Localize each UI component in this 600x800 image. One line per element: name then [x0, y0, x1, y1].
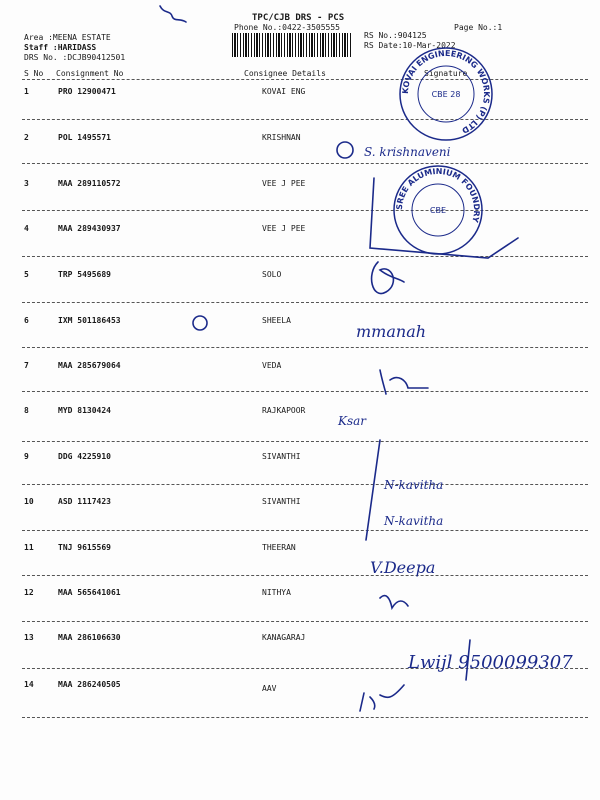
- rs-date: RS Date:10-Mar-2022: [364, 41, 456, 50]
- row-consignment: MYD 8130424: [58, 406, 111, 415]
- row-consignment: POL 1495571: [58, 133, 111, 142]
- col-consignee: Consignee Details: [244, 69, 326, 78]
- col-sno: S No: [24, 69, 44, 78]
- row-consignee: KANAGARAJ: [262, 633, 306, 642]
- signature-stroke-row9: [366, 440, 380, 540]
- area-label: Area :MEENA ESTATE: [24, 33, 111, 42]
- row-consignee: NITHYA: [262, 588, 291, 597]
- row-sno: 8: [24, 406, 29, 415]
- row-sno: 10: [24, 497, 34, 506]
- row-consignee: SIVANTHI: [262, 452, 301, 461]
- scribble-mark: [160, 6, 186, 22]
- row-sno: 13: [24, 633, 34, 642]
- row-consignment: DDG 4225910: [58, 452, 111, 461]
- row-consignee: RAJKAPOOR: [262, 406, 306, 415]
- row-sno: 11: [24, 543, 34, 552]
- staff-label: Staff :HARIDASS: [24, 43, 97, 52]
- signature-stroke-row3: [370, 178, 518, 258]
- aluminium-stamp-inner: CBE: [429, 206, 447, 215]
- row-consignee: VEE J PEE: [262, 224, 306, 233]
- row-sno: 7: [24, 361, 29, 370]
- row-consignment: MAA 286106630: [58, 633, 121, 642]
- row-consignment: TNJ 9615569: [58, 543, 111, 552]
- row-consignment: MAA 289430937: [58, 224, 121, 233]
- row-sno: 12: [24, 588, 34, 597]
- aluminium-stamp-text: SREE ALUMINIUM FOUNDRY: [394, 166, 482, 224]
- signature-stroke-row5: [372, 262, 404, 294]
- circle-mark: [193, 316, 207, 330]
- signature-row11: V.Deepa: [370, 558, 436, 577]
- signature-row9: N-kavitha: [384, 478, 444, 492]
- col-consignment: Consignment No: [56, 69, 124, 78]
- report-title: TPC/CJB DRS - PCS: [252, 13, 345, 23]
- row-consignment: MAA 289110572: [58, 179, 121, 188]
- row-sno: 3: [24, 179, 29, 188]
- signature-row10: N-kavitha: [384, 514, 444, 528]
- signature-row13: Lwijl 9500099307: [408, 652, 573, 673]
- kovai-stamp-text: KOVAI ENGINEERING WORKS (P) LTD: [400, 48, 492, 136]
- signature-row2: S. krishnaveni: [364, 145, 451, 159]
- row-sno: 6: [24, 316, 29, 325]
- row-consignee: KOVAI ENG: [262, 87, 306, 96]
- row-consignee: SOLO: [262, 270, 282, 279]
- row-consignment: PRO 12900471: [58, 87, 116, 96]
- row-consignee: VEDA: [262, 361, 282, 370]
- row-sno: 4: [24, 224, 29, 233]
- rs-number: RS No.:904125: [364, 31, 427, 40]
- signature-row6: mmanah: [356, 322, 427, 341]
- row-sno: 14: [24, 680, 34, 689]
- row-consignee: AAV: [262, 684, 277, 693]
- row-consignee: VEE J PEE: [262, 179, 306, 188]
- signature-stroke-row14: [360, 685, 404, 711]
- row-consignee: KRISHNAN: [262, 133, 301, 142]
- row-consignment: MAA 565641061: [58, 588, 121, 597]
- row-consignee: SHEELA: [262, 316, 291, 325]
- signature-row8: Ksar: [338, 414, 367, 428]
- row-consignment: TRP 5495689: [58, 270, 111, 279]
- page-number: Page No.:1: [454, 23, 503, 32]
- row-consignee: SIVANTHI: [262, 497, 301, 506]
- signature-stroke-row7: [380, 370, 428, 394]
- drs-number: DRS No. :DCJB90412501: [24, 53, 126, 62]
- phone-number: Phone No.:0422-3505555: [234, 23, 340, 32]
- col-signature: Signature: [424, 69, 468, 78]
- row-sno: 2: [24, 133, 29, 142]
- circle-mark: [337, 142, 353, 158]
- row-consignee: THEERAN: [262, 543, 296, 552]
- row-consignment: IXM 501186453: [58, 316, 121, 325]
- row-sno: 9: [24, 452, 29, 461]
- signature-stroke-row12: [380, 596, 408, 608]
- row-consignment: ASD 1117423: [58, 497, 111, 506]
- row-consignment: MAA 286240505: [58, 680, 121, 689]
- row-sno: 1: [24, 87, 29, 96]
- row-consignment: MAA 285679064: [58, 361, 121, 370]
- kovai-stamp-inner: CBE 28: [431, 90, 461, 99]
- row-sno: 5: [24, 270, 29, 279]
